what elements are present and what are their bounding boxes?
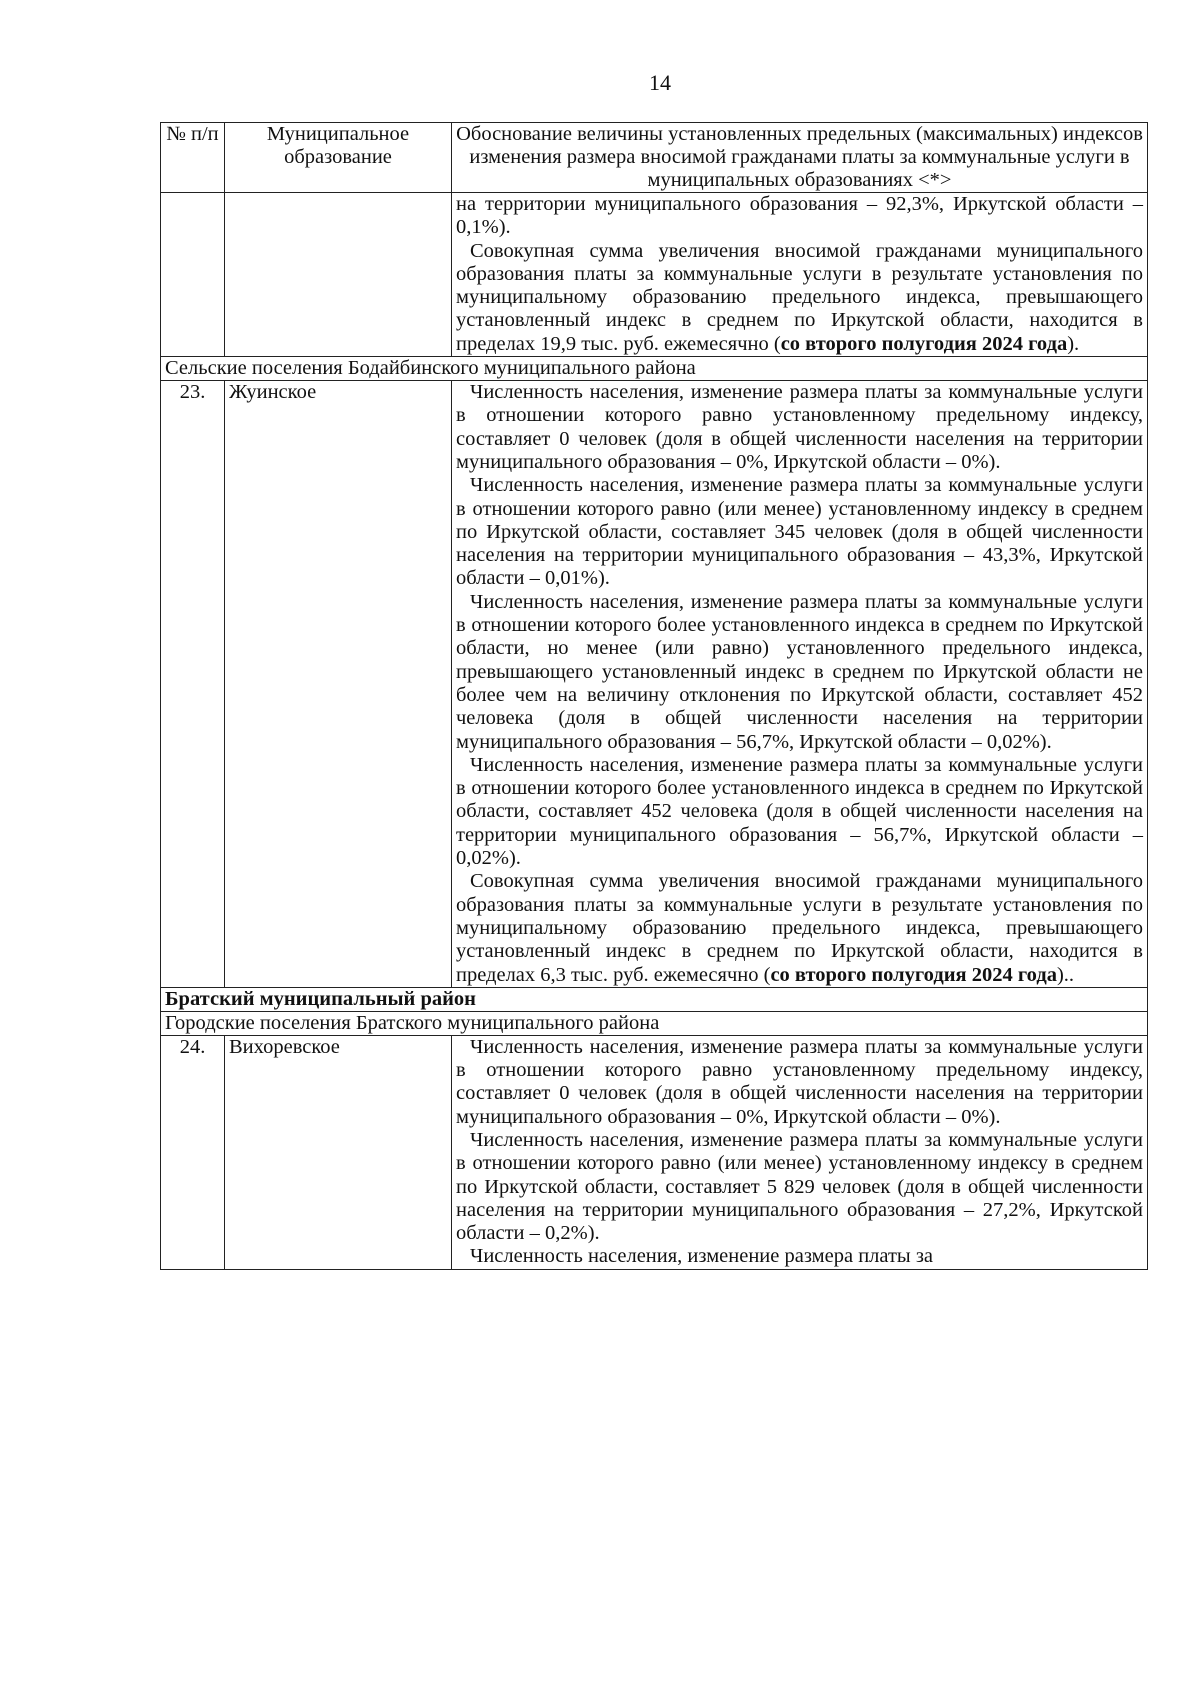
municipality-name: Жуинское <box>225 381 452 988</box>
continuation-mun-cell <box>225 193 452 357</box>
paragraph: на территории муниципального образования – 92,3%, Иркутской области – 0,1%). <box>456 193 1143 239</box>
page-number: 14 <box>649 70 671 95</box>
table-row-23 <box>161 381 1148 988</box>
continuation-num-cell <box>161 193 225 357</box>
justification-text <box>452 1035 1148 1269</box>
paragraph: Численность населения, изменение размера платы за коммунальные услуги в отношении которого равно установленному предельному индексу, составляет 0 человек (доля в общей численности населения на территории муниципального образования – 0%, Иркутской области – 0%). <box>456 381 1143 473</box>
header-number: № п/п <box>161 123 225 193</box>
paragraph: Совокупная сумма увеличения вносимой гражданами муниципального образования платы за коммунальные услуги в результате установления по муниципальному образованию предельного индекса, превышающего установленный индекс в среднем по Иркутской области, находится в пределах 6,3 тыс. руб. ежемесячно (со второго полугодия 2024 года).. <box>456 870 1143 986</box>
section-bratsk-urban: Городские поселения Братского муниципального района <box>161 1011 1148 1035</box>
justification-text <box>452 381 1148 988</box>
paragraph: Численность населения, изменение размера платы за коммунальные услуги в отношении которого равно (или менее) установленному индексу в среднем по Иркутской области, составляет 345 человек (доля в общей численности населения на территории муниципального образования – 43,3%, Иркутской области – 0,01%). <box>456 474 1143 590</box>
table-header-row <box>161 123 1148 193</box>
paragraph: Численность населения, изменение размера платы за коммунальные услуги в отношении которого более установленного индекса в среднем по Иркутской области, но менее (или равно) установленного предельного индекса, превышающего установленный индекс в среднем по Иркутской области не более чем на величину отклонения по Иркутской области, составляет 452 человека (доля в общей численности населения на территории муниципального образования – 56,7%, Иркутской области – 0,02%). <box>456 590 1143 753</box>
section-row <box>161 1011 1148 1035</box>
row-number: 24. <box>161 1035 225 1269</box>
section-bodaibo-rural: Сельские поселения Бодайбинского муниципального района <box>161 357 1148 381</box>
table-row-24 <box>161 1035 1148 1269</box>
section-bratsk-district: Братский муниципальный район <box>161 987 1148 1011</box>
header-justification: Обоснование величины установленных предельных (максимальных) индексов изменения размера вносимой гражданами платы за коммунальные услуги в муниципальных образованиях <*> <box>452 123 1148 193</box>
paragraph: Численность населения, изменение размера платы за коммунальные услуги в отношении которого более установленного индекса в среднем по Иркутской области, составляет 452 человека (доля в общей численности населения на территории муниципального образования – 56,7%, Иркутской области – 0,02%). <box>456 753 1143 870</box>
paragraph: Численность населения, изменение размера платы за <box>470 1245 934 1268</box>
row-number: 23. <box>161 381 225 988</box>
paragraph: Численность населения, изменение размера платы за коммунальные услуги в отношении которого равно (или менее) установленному индексу в среднем по Иркутской области, составляет 5 829 человек (доля в общей численности населения на территории муниципального образования – 27,2%, Иркутской области – 0,2%). <box>456 1128 1143 1245</box>
section-row <box>161 987 1148 1011</box>
indices-table <box>160 122 1148 1270</box>
paragraph: Численность населения, изменение размера платы за коммунальные услуги в отношении которого равно установленному предельному индексу, составляет 0 человек (доля в общей численности населения на территории муниципального образования – 0%, Иркутской области – 0%). <box>456 1035 1143 1128</box>
paragraph: Совокупная сумма увеличения вносимой гражданами муниципального образования платы за коммунальные услуги в результате установления по муниципальному образованию предельного индекса, превышающего установленный индекс в среднем по Иркутской области, находится в пределах 19,9 тыс. руб. ежемесячно (со второго полугодия 2024 года). <box>456 239 1143 355</box>
section-row <box>161 357 1148 381</box>
table-row-continuation <box>161 193 1148 357</box>
continuation-text-cell <box>452 193 1148 357</box>
municipality-name: Вихоревское <box>225 1035 452 1269</box>
header-municipality: Муниципальное образование <box>225 123 452 193</box>
